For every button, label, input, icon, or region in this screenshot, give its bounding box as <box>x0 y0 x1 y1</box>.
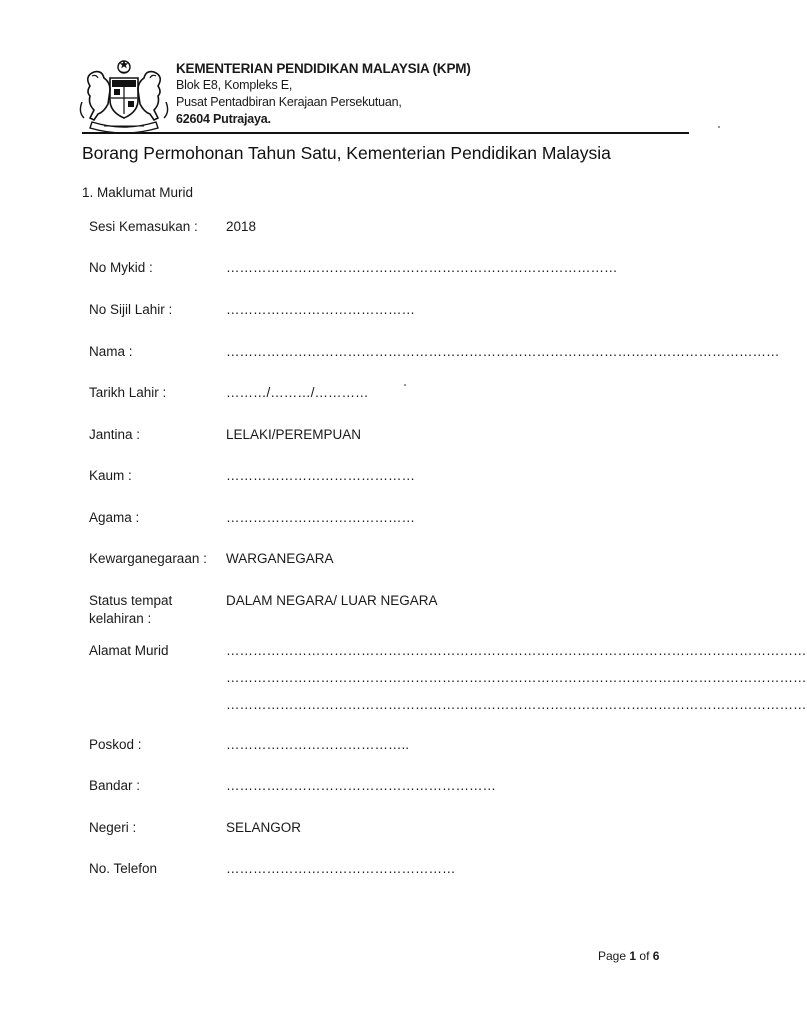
label-poskod: Poskod : <box>89 737 142 752</box>
scan-speck <box>404 384 406 386</box>
ministry-name: KEMENTERIAN PENDIDIKAN MALAYSIA (KPM) <box>176 61 471 76</box>
label-no-sijil-lahir: No Sijil Lahir : <box>89 302 173 317</box>
label-bandar: Bandar : <box>89 778 141 793</box>
label-alamat-murid: Alamat Murid <box>89 643 169 658</box>
field-alamat-line-1[interactable]: ………………………………………………………………………………………………………………… <box>226 643 807 658</box>
value-kewarganegaraan: WARGANEGARA <box>226 551 334 566</box>
coat-of-arms-logo <box>78 58 170 134</box>
value-negeri: SELANGOR <box>226 820 302 835</box>
field-alamat-line-3[interactable]: ………………………………………………………………………………………………………………… <box>226 697 807 712</box>
label-agama: Agama : <box>89 510 140 525</box>
address-line-1: Blok E8, Kompleks E, <box>176 78 293 92</box>
field-no-mykid[interactable]: …………………………………………………………………………… <box>226 260 618 275</box>
field-no-sijil-lahir[interactable]: …………………………………… <box>226 302 415 317</box>
label-status-tempat-line1: Status tempat <box>89 593 173 608</box>
label-kaum: Kaum : <box>89 468 132 483</box>
label-status-tempat-line2: kelahiran : <box>89 611 152 626</box>
label-nama: Nama : <box>89 344 133 359</box>
page-number <box>598 949 659 963</box>
field-kaum[interactable]: …………………………………… <box>226 468 415 483</box>
page-word: Page <box>598 949 627 963</box>
value-status-tempat-kelahiran[interactable]: DALAM NEGARA/ LUAR NEGARA <box>226 593 438 608</box>
value-jantina[interactable]: LELAKI/PEREMPUAN <box>226 427 362 442</box>
value-sesi-kemasukan: 2018 <box>226 219 257 234</box>
field-no-telefon[interactable]: …………………………………………… <box>226 861 456 876</box>
label-kewarganegaraan: Kewarganegaraan : <box>89 551 207 566</box>
address-line-2: Pusat Pentadbiran Kerajaan Persekutuan, <box>176 95 402 109</box>
scan-speck <box>718 126 720 128</box>
label-no-mykid: No Mykid : <box>89 260 153 275</box>
page-current: 1 <box>629 949 637 963</box>
page-total: 6 <box>652 949 660 963</box>
field-nama[interactable]: …………………………………………………………………………………………………………… <box>226 344 780 359</box>
field-tarikh-lahir[interactable]: ………/………/………… <box>226 385 369 400</box>
label-jantina: Jantina : <box>89 427 141 442</box>
form-title: Borang Permohonan Tahun Satu, Kementerian Pendidikan Malaysia <box>82 143 611 163</box>
field-alamat-line-2[interactable]: ………………………………………………………………………………………………………………… <box>226 670 807 685</box>
field-agama[interactable]: …………………………………… <box>226 510 415 525</box>
label-no-telefon: No. Telefon <box>89 861 158 876</box>
label-tarikh-lahir: Tarikh Lahir : <box>89 385 167 400</box>
letterhead-divider <box>82 132 689 134</box>
label-negeri: Negeri : <box>89 820 137 835</box>
field-bandar[interactable]: …………………………………………………… <box>226 778 496 793</box>
label-sesi-kemasukan: Sesi Kemasukan : <box>89 219 198 234</box>
field-poskod[interactable]: ………………………………….. <box>226 737 410 752</box>
address-line-3: 62604 Putrajaya. <box>176 112 271 126</box>
letterhead <box>176 60 471 128</box>
section-heading: 1. Maklumat Murid <box>82 185 194 200</box>
of-word: of <box>639 949 650 963</box>
